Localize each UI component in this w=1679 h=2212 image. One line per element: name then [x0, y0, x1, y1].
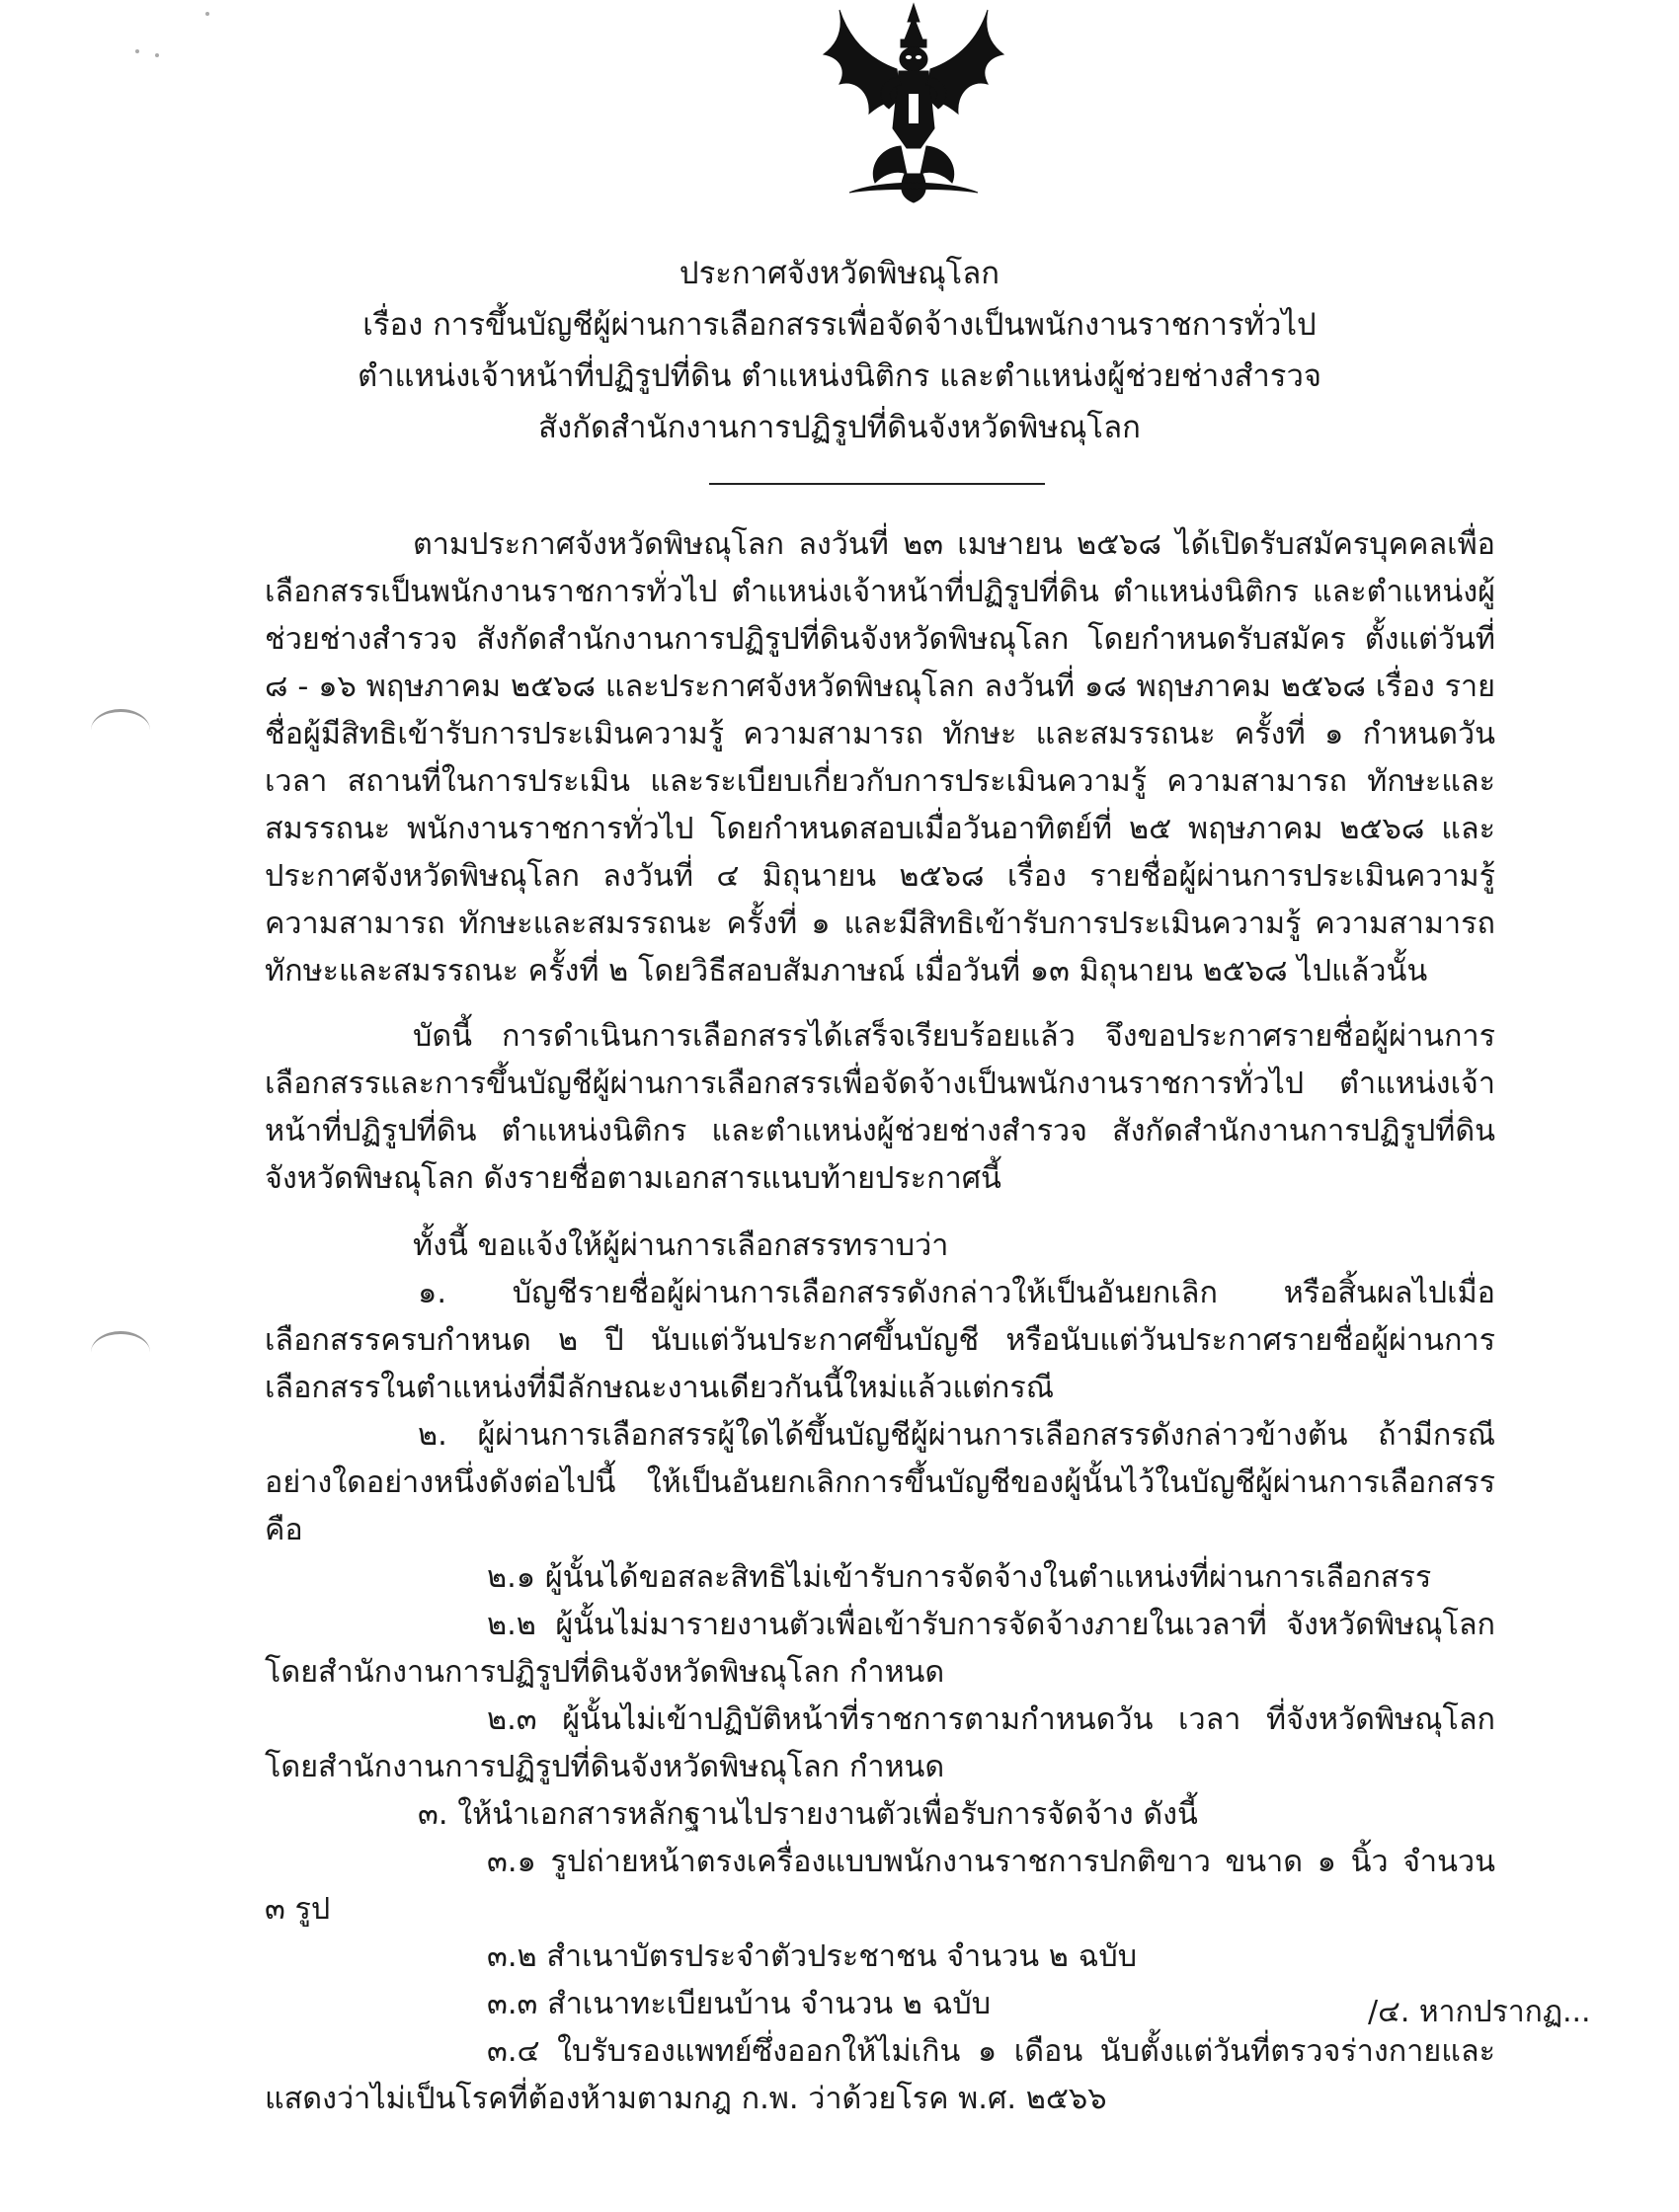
list-item: ๓.๓ สำเนาทะเบียนบ้าน จำนวน ๒ ฉบับ	[487, 1987, 992, 2021]
announcement-positions: ตำแหน่งเจ้าหน้าที่ปฏิรูปที่ดิน ตำแหน่งนิติกร และตำแหน่งผู้ช่วยช่างสำรวจ	[357, 358, 1322, 394]
scan-speck	[135, 49, 139, 53]
garuda-emblem	[810, 0, 1017, 207]
title-divider	[709, 483, 1045, 485]
page-continuation: /๔. หากปรากฏ...	[1368, 1995, 1591, 2029]
list-item: ๓.๔ ใบรับรองแพทย์ซึ่งออกให้ไม่เกิน ๑ เดือน นับตั้งแต่วันที่ตรวจร่างกายและแสดงว่าไม่เป็นโรคที่ต้องห้ามตามกฎ ก.พ. ว่าด้วยโรค พ.ศ. ๒๕๖๖	[265, 2034, 1495, 2116]
punch-hole-mark	[91, 1331, 150, 1374]
announcement-agency: สังกัดสำนักงานการปฏิรูปที่ดินจังหวัดพิษณุโลก	[538, 410, 1141, 445]
list-item: ๒.๑ ผู้นั้นได้ขอสละสิทธิไม่เข้ารับการจัดจ้างในตำแหน่งที่ผ่านการเลือกสรร	[487, 1560, 1432, 1595]
list-item: ๒. ผู้ผ่านการเลือกสรรผู้ใดได้ขึ้นบัญชีผู้ผ่านการเลือกสรรดังกล่าวข้างต้น ถ้ามีกรณีอย่างใดอย่างหนึ่งดังต่อไปนี้ ให้เป็นอันยกเลิกการขึ้นบัญชีของผู้นั้นไว้ในบัญชีผู้ผ่านการเลือกสรร คือ	[265, 1418, 1495, 1547]
list-item: ๓.๑ รูปถ่ายหน้าตรงเครื่องแบบพนักงานราชการปกติขาว ขนาด ๑ นิ้ว จำนวน ๓ รูป	[265, 1845, 1495, 1927]
announcement-title: ประกาศจังหวัดพิษณุโลก	[679, 256, 1000, 291]
scan-speck	[155, 53, 159, 57]
list-item: ๓.๒ สำเนาบัตรประจำตัวประชาชน จำนวน ๒ ฉบับ	[487, 1939, 1138, 1974]
paragraph-notice-intro: ทั้งนี้ ขอแจ้งให้ผู้ผ่านการเลือกสรรทราบว่า	[413, 1228, 949, 1263]
list-item: ๒.๒ ผู้นั้นไม่มารายงานตัวเพื่อเข้ารับการจัดจ้างภายในเวลาที่ จังหวัดพิษณุโลก โดยสำนักงานการปฏิรูปที่ดินจังหวัดพิษณุโลก กำหนด	[265, 1608, 1495, 1690]
paragraph-announcement: บัดนี้ การดำเนินการเลือกสรรได้เสร็จเรียบร้อยแล้ว จึงขอประกาศรายชื่อผู้ผ่านการเลือกสรรและการขึ้นบัญชีผู้ผ่านการเลือกสรรเพื่อจัดจ้างเป็นพนักงานราชการทั่วไป ตำแหน่งเจ้าหน้าที่ปฏิรูปที่ดิน ตำแหน่งนิติกร และตำแหน่งผู้ช่วยช่างสำรวจ สังกัดสำนักงานการปฏิรูปที่ดินจังหวัดพิษณุโลก ดังรายชื่อตามเอกสารแนบท้ายประกาศนี้	[265, 1019, 1495, 1196]
scan-speck	[205, 12, 209, 16]
announcement-body	[265, 521, 1495, 2123]
list-item: ๑. บัญชีรายชื่อผู้ผ่านการเลือกสรรดังกล่าวให้เป็นอันยกเลิก หรือสิ้นผลไปเมื่อเลือกสรรครบกำหนด ๒ ปี นับแต่วันประกาศขึ้นบัญชี หรือนับแต่วันประกาศรายชื่อผู้ผ่านการเลือกสรรในตำแหน่งที่มีลักษณะงานเดียวกันนี้ใหม่แล้วแต่กรณี	[265, 1276, 1495, 1405]
paragraph-background: ตามประกาศจังหวัดพิษณุโลก ลงวันที่ ๒๓ เมษายน ๒๕๖๘ ได้เปิดรับสมัครบุคคลเพื่อเลือกสรรเป็นพนักงานราชการทั่วไป ตำแหน่งเจ้าหน้าที่ปฏิรูปที่ดิน ตำแหน่งนิติกร และตำแหน่งผู้ช่วยช่างสำรวจ สังกัดสำนักงานการปฏิรูปที่ดินจังหวัดพิษณุโลก โดยกำหนดรับสมัคร ตั้งแต่วันที่ ๘ - ๑๖ พฤษภาคม ๒๕๖๘ และประกาศจังหวัดพิษณุโลก ลงวันที่ ๑๘ พฤษภาคม ๒๕๖๘ เรื่อง รายชื่อผู้มีสิทธิเข้ารับการประเมินความรู้ ความสามารถ ทักษะ และสมรรถนะ ครั้งที่ ๑ กำหนดวัน เวลา สถานที่ในการประเมิน และระเบียบเกี่ยวกับการประเมินความรู้ ความสามารถ ทักษะและสมรรถนะ พนักงานราชการทั่วไป โดยกำหนดสอบเมื่อวันอาทิตย์ที่ ๒๕ พฤษภาคม ๒๕๖๘ และประกาศจังหวัดพิษณุโลก ลงวันที่ ๔ มิถุนายน ๒๕๖๘ เรื่อง รายชื่อผู้ผ่านการประเมินความรู้ ความสามารถ ทักษะและสมรรถนะ ครั้งที่ ๑ และมีสิทธิเข้ารับการประเมินความรู้ ความสามารถ ทักษะและสมรรถนะ ครั้งที่ ๒ โดยวิธีสอบสัมภาษณ์ เมื่อวันที่ ๑๓ มิถุนายน ๒๕๖๘ ไปแล้วนั้น	[265, 527, 1495, 988]
punch-hole-mark	[91, 709, 150, 751]
list-item: ๓. ให้นำเอกสารหลักฐานไปรายงานตัวเพื่อรับการจัดจ้าง ดังนี้	[418, 1797, 1198, 1832]
announcement-subject: เรื่อง การขึ้นบัญชีผู้ผ่านการเลือกสรรเพื่อจัดจ้างเป็นพนักงานราชการทั่วไป	[362, 307, 1317, 343]
list-item: ๒.๓ ผู้นั้นไม่เข้าปฏิบัติหน้าที่ราชการตามกำหนดวัน เวลา ที่จังหวัดพิษณุโลก โดยสำนักงานการปฏิรูปที่ดินจังหวัดพิษณุโลก กำหนด	[265, 1702, 1495, 1784]
